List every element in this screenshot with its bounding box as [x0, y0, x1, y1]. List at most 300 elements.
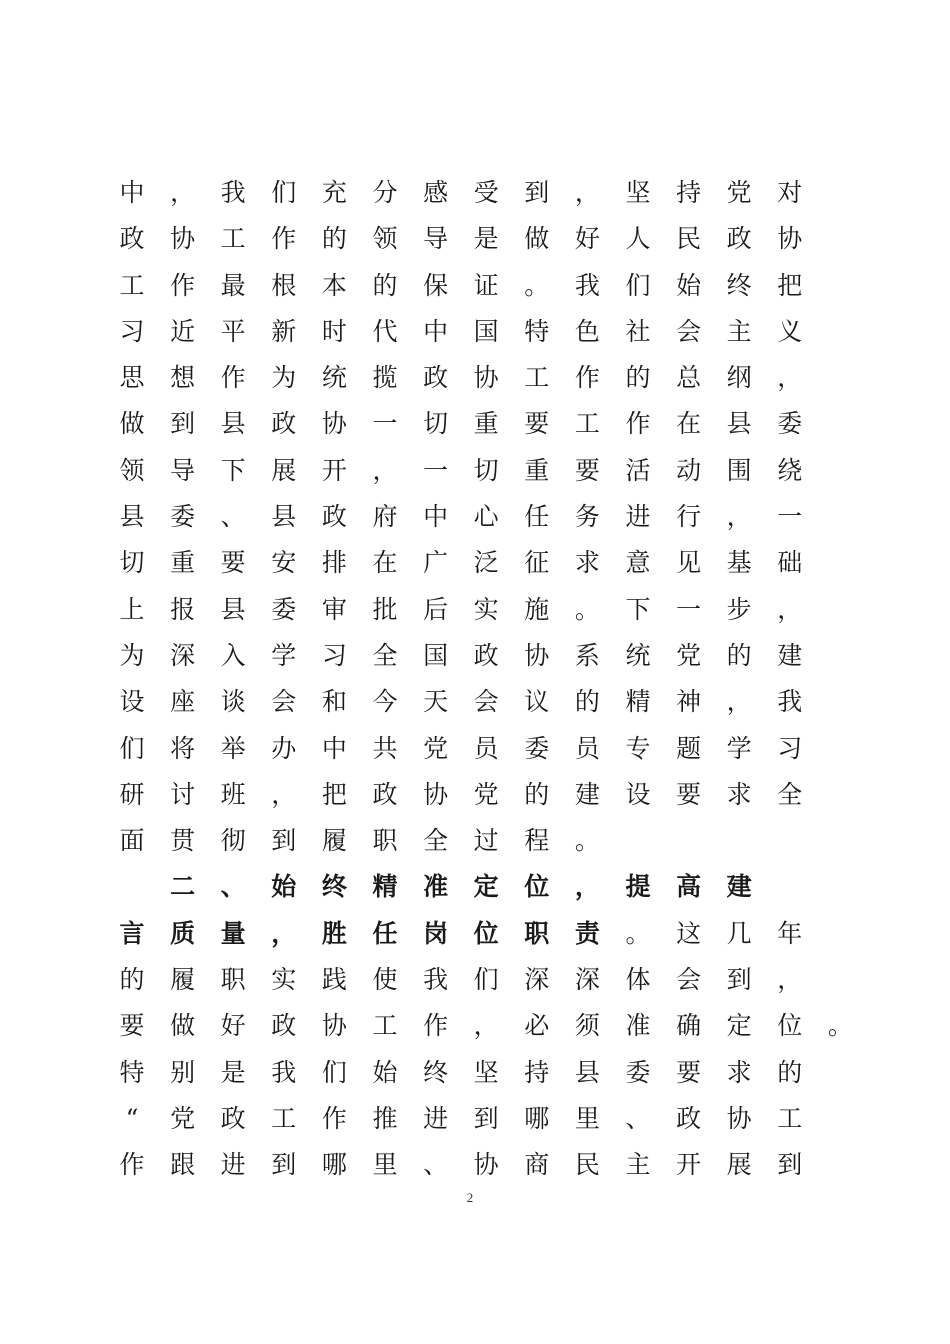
text-char: 切 — [473, 455, 499, 485]
text-char: 切 — [119, 548, 145, 578]
text-char: 全 — [372, 640, 398, 670]
text-char: 实 — [271, 965, 297, 995]
text-char: ， — [271, 779, 297, 809]
text-char: 国 — [423, 640, 449, 670]
text-char: 定 — [726, 1011, 752, 1041]
text-char: ， — [170, 178, 196, 207]
text-char: 中 — [119, 178, 145, 207]
text-char: 揽 — [372, 363, 398, 393]
text-char: 准 — [423, 872, 449, 902]
text-char: 们 — [473, 965, 499, 995]
text-char: 商 — [524, 1150, 550, 1180]
text-char: 研 — [119, 779, 145, 809]
text-char: 党 — [170, 1103, 196, 1133]
text-char: 准 — [625, 1011, 651, 1041]
text-char: 位 — [473, 918, 499, 948]
text-char: 到 — [777, 1150, 803, 1180]
text-char: 委 — [777, 409, 803, 439]
text-char: 会 — [676, 316, 702, 346]
text-char: ， — [372, 455, 398, 485]
text-char: 委 — [625, 1057, 651, 1087]
text-line — [119, 448, 819, 494]
text-line — [119, 540, 819, 586]
text-char: 切 — [423, 409, 449, 439]
text-char: 终 — [321, 872, 347, 902]
text-char: 胜 — [321, 918, 347, 948]
text-char: ， — [777, 594, 803, 624]
text-line — [119, 1003, 853, 1049]
text-char: 施 — [524, 594, 550, 624]
text-char: 神 — [676, 687, 702, 717]
text-char: 政 — [726, 224, 752, 254]
text-char: ， — [574, 872, 600, 902]
text-char: 体 — [625, 965, 651, 995]
text-line — [119, 216, 819, 262]
text-char: 进 — [625, 502, 651, 532]
text-char: 这 — [676, 918, 702, 948]
text-char: 系 — [574, 640, 600, 670]
text-char: 党 — [423, 733, 449, 763]
text-line — [119, 587, 819, 633]
text-char: 工 — [777, 1103, 803, 1133]
text-char: 专 — [625, 733, 651, 763]
text-char: 社 — [625, 316, 651, 346]
text-char: 班 — [220, 779, 246, 809]
text-char: 作 — [423, 1011, 449, 1041]
text-char: 精 — [372, 872, 398, 902]
text-char: 学 — [726, 733, 752, 763]
text-char: 员 — [473, 733, 499, 763]
text-char: 履 — [170, 965, 196, 995]
text-char: 围 — [726, 455, 752, 485]
text-char: 协 — [726, 1103, 752, 1133]
text-line — [119, 818, 819, 864]
text-char: 分 — [372, 178, 398, 207]
text-char: 作 — [220, 363, 246, 393]
text-line — [119, 494, 819, 540]
text-char: 进 — [423, 1103, 449, 1133]
text-char: 政 — [473, 640, 499, 670]
text-char: 深 — [524, 965, 550, 995]
text-char: 协 — [473, 363, 499, 393]
text-char: 一 — [676, 594, 702, 624]
text-char: 始 — [676, 270, 702, 300]
text-char: 求 — [726, 779, 752, 809]
text-char: 求 — [574, 548, 600, 578]
text-char: 党 — [726, 178, 752, 207]
text-char: 协 — [777, 224, 803, 254]
text-char: 证 — [473, 270, 499, 300]
text-char: 总 — [676, 363, 702, 393]
text-char: 实 — [473, 594, 499, 624]
text-char: 会 — [676, 965, 702, 995]
text-char: 最 — [220, 270, 246, 300]
text-char: 建 — [726, 872, 752, 902]
text-char: 中 — [423, 316, 449, 346]
text-char: 一 — [777, 502, 803, 532]
text-char: 工 — [524, 363, 550, 393]
text-char: 里 — [372, 1150, 398, 1180]
text-char: 里 — [574, 1103, 600, 1133]
text-char: 做 — [524, 224, 550, 254]
text-char: 共 — [372, 733, 398, 763]
text-char: 广 — [423, 548, 449, 578]
text-char: 持 — [524, 1057, 550, 1087]
text-char: ， — [777, 363, 803, 393]
text-char: 和 — [321, 687, 347, 717]
text-char: 要 — [524, 409, 550, 439]
text-char: 党 — [676, 640, 702, 670]
text-char: 重 — [473, 409, 499, 439]
text-char: 政 — [423, 363, 449, 393]
text-char: 见 — [676, 548, 702, 578]
text-line — [119, 864, 819, 910]
text-char: 县 — [220, 594, 246, 624]
text-char: 提 — [625, 872, 651, 902]
text-line — [119, 772, 819, 818]
text-char: 领 — [119, 455, 145, 485]
text-char: 持 — [676, 178, 702, 207]
text-char: 职 — [372, 826, 398, 856]
text-char: 根 — [271, 270, 297, 300]
text-char: 委 — [271, 594, 297, 624]
text-char: 几 — [726, 918, 752, 948]
text-char: 下 — [220, 455, 246, 485]
text-char: 践 — [321, 965, 347, 995]
text-char: 、 — [625, 1103, 651, 1133]
text-char: 到 — [524, 178, 550, 207]
text-char: 责 — [574, 918, 600, 948]
text-char: 安 — [271, 548, 297, 578]
text-char: 终 — [726, 270, 752, 300]
text-char: 充 — [321, 178, 347, 207]
text-char: 意 — [625, 548, 651, 578]
text-char: 、 — [220, 872, 246, 902]
text-line — [119, 679, 819, 725]
text-char: 要 — [220, 548, 246, 578]
text-char: 一 — [372, 409, 398, 439]
text-char: 好 — [574, 224, 600, 254]
text-char: 。 — [625, 918, 651, 948]
text-char: 统 — [321, 363, 347, 393]
text-char: 必 — [524, 1011, 550, 1041]
text-char: 工 — [220, 224, 246, 254]
text-char: 精 — [625, 687, 651, 717]
text-char: 要 — [119, 1011, 145, 1041]
text-char: 委 — [170, 502, 196, 532]
text-char: 行 — [676, 502, 702, 532]
text-char: 县 — [726, 409, 752, 439]
text-char: ， — [271, 918, 297, 948]
text-char: 主 — [625, 1150, 651, 1180]
text-char: 进 — [220, 1150, 246, 1180]
text-char: 后 — [423, 594, 449, 624]
text-char: 量 — [220, 918, 246, 948]
text-char: 政 — [372, 779, 398, 809]
text-char: 要 — [676, 779, 702, 809]
text-char: 谈 — [220, 687, 246, 717]
text-char: 特 — [119, 1057, 145, 1087]
text-char: 我 — [777, 687, 803, 717]
text-line — [119, 1142, 819, 1188]
text-char: ， — [777, 965, 803, 995]
text-char: 别 — [170, 1057, 196, 1087]
text-char: 本 — [321, 270, 347, 300]
text-char: 的 — [726, 640, 752, 670]
text-char: 活 — [625, 455, 651, 485]
text-char: 们 — [119, 733, 145, 763]
text-char: 要 — [676, 1057, 702, 1087]
text-char: 导 — [423, 224, 449, 254]
text-char: 哪 — [321, 1150, 347, 1180]
text-char: 岗 — [423, 918, 449, 948]
text-char: 。 — [524, 270, 550, 300]
text-char: 是 — [220, 1057, 246, 1087]
text-char: 今 — [372, 687, 398, 717]
text-char: 近 — [170, 316, 196, 346]
text-char: 作 — [170, 270, 196, 300]
text-char: 到 — [473, 1103, 499, 1133]
text-char: 协 — [473, 1150, 499, 1180]
text-char: 府 — [372, 502, 398, 532]
text-char: 终 — [423, 1057, 449, 1087]
text-char: 在 — [372, 548, 398, 578]
text-char: 们 — [271, 178, 297, 207]
text-char: 对 — [777, 178, 803, 207]
text-char: 作 — [119, 1150, 145, 1180]
text-char: 到 — [271, 826, 297, 856]
text-char: 二 — [170, 872, 196, 902]
text-char: 习 — [777, 733, 803, 763]
text-char: 政 — [676, 1103, 702, 1133]
text-char: 的 — [372, 270, 398, 300]
text-char: 我 — [574, 270, 600, 300]
text-line — [119, 309, 819, 355]
text-char: 排 — [321, 548, 347, 578]
text-char: 工 — [574, 409, 600, 439]
text-char: 为 — [119, 640, 145, 670]
text-char: 新 — [271, 316, 297, 346]
text-char: 泛 — [473, 548, 499, 578]
text-char: 民 — [574, 1150, 600, 1180]
text-char: 的 — [119, 965, 145, 995]
text-char: 保 — [423, 270, 449, 300]
text-char: 色 — [574, 316, 600, 346]
text-char: 中 — [321, 733, 347, 763]
text-char: 我 — [423, 965, 449, 995]
text-char: 工 — [119, 270, 145, 300]
text-char: 绕 — [777, 455, 803, 485]
text-char: 中 — [423, 502, 449, 532]
text-char: 审 — [321, 594, 347, 624]
text-char: 政 — [271, 409, 297, 439]
text-line — [119, 1050, 819, 1096]
text-char: 报 — [170, 594, 196, 624]
text-char: 代 — [372, 316, 398, 346]
text-char: 下 — [625, 594, 651, 624]
text-char: 开 — [321, 455, 347, 485]
text-char: 受 — [473, 178, 499, 207]
text-char: 我 — [220, 178, 246, 207]
text-char: 础 — [777, 548, 803, 578]
text-char: 导 — [170, 455, 196, 485]
text-char: 使 — [372, 965, 398, 995]
text-char: 到 — [271, 1150, 297, 1180]
text-char: 工 — [372, 1011, 398, 1041]
text-char: 深 — [170, 640, 196, 670]
text-char: 委 — [524, 733, 550, 763]
text-char: 位 — [524, 872, 550, 902]
text-char: 协 — [170, 224, 196, 254]
text-char: 政 — [321, 502, 347, 532]
text-char: 职 — [220, 965, 246, 995]
text-char: 工 — [271, 1103, 297, 1133]
text-char: 作 — [271, 224, 297, 254]
text-char: 求 — [726, 1057, 752, 1087]
text-char: ， — [726, 687, 752, 717]
text-line — [119, 355, 819, 401]
text-char: 县 — [574, 1057, 600, 1087]
text-char: 深 — [574, 965, 600, 995]
text-char: 质 — [170, 918, 196, 948]
text-char: 天 — [423, 687, 449, 717]
text-char: 作 — [321, 1103, 347, 1133]
text-char: “ — [125, 1103, 139, 1133]
text-char: 、 — [220, 502, 246, 532]
text-char: 到 — [726, 965, 752, 995]
text-char: 。 — [827, 1011, 853, 1041]
text-char: 政 — [220, 1103, 246, 1133]
text-char: 把 — [321, 779, 347, 809]
text-char: 要 — [574, 455, 600, 485]
text-char: 政 — [271, 1011, 297, 1041]
text-char: 重 — [524, 455, 550, 485]
text-char: 始 — [271, 872, 297, 902]
text-char: 到 — [170, 409, 196, 439]
text-char: 感 — [423, 178, 449, 207]
text-char: 做 — [119, 409, 145, 439]
text-char: 民 — [676, 224, 702, 254]
text-char: 特 — [524, 316, 550, 346]
text-char: 全 — [777, 779, 803, 809]
text-line — [119, 170, 819, 216]
text-char: 面 — [119, 826, 145, 856]
text-char: 年 — [777, 918, 803, 948]
text-char: 的 — [321, 224, 347, 254]
text-char: 开 — [676, 1150, 702, 1180]
text-char: 展 — [271, 455, 297, 485]
page-number: 2 — [466, 1190, 474, 1205]
text-char: 确 — [676, 1011, 702, 1041]
text-char: 我 — [271, 1057, 297, 1087]
text-line — [119, 633, 819, 679]
text-char: 统 — [625, 640, 651, 670]
text-char: 设 — [119, 687, 145, 717]
text-char: 职 — [524, 918, 550, 948]
text-char: 作 — [574, 363, 600, 393]
text-char: 协 — [423, 779, 449, 809]
text-char: 纲 — [726, 363, 752, 393]
text-char: 把 — [777, 270, 803, 300]
text-char: 定 — [473, 872, 499, 902]
text-char: 坚 — [625, 178, 651, 207]
text-char: 协 — [524, 640, 550, 670]
text-char: ， — [473, 1011, 499, 1041]
text-char: 须 — [574, 1011, 600, 1041]
text-char: 建 — [777, 640, 803, 670]
text-char: 主 — [726, 316, 752, 346]
text-char: 言 — [119, 918, 145, 948]
text-char: 将 — [170, 733, 196, 763]
text-char: 设 — [625, 779, 651, 809]
text-char: 的 — [524, 779, 550, 809]
text-char: 座 — [170, 687, 196, 717]
text-char: 任 — [524, 502, 550, 532]
text-char: 的 — [574, 687, 600, 717]
text-char: 始 — [372, 1057, 398, 1087]
text-char: 重 — [170, 548, 196, 578]
text-char: 习 — [119, 316, 145, 346]
text-char: 在 — [676, 409, 702, 439]
text-char: 义 — [777, 316, 803, 346]
text-char: 的 — [625, 363, 651, 393]
text-char: 过 — [473, 826, 499, 856]
text-char: 。 — [574, 594, 600, 624]
text-char: 征 — [524, 548, 550, 578]
text-char: 心 — [473, 502, 499, 532]
text-char: 基 — [726, 548, 752, 578]
text-char: 彻 — [220, 826, 246, 856]
text-char: 推 — [372, 1103, 398, 1133]
text-line — [119, 957, 819, 1003]
text-char: 党 — [473, 779, 499, 809]
text-char: 县 — [119, 502, 145, 532]
text-char: 程 — [524, 826, 550, 856]
text-char: 的 — [777, 1057, 803, 1087]
text-char: 全 — [423, 826, 449, 856]
text-line — [119, 911, 819, 957]
text-char: 政 — [119, 224, 145, 254]
text-char: 员 — [574, 733, 600, 763]
text-char: 为 — [271, 363, 297, 393]
text-char: 会 — [473, 687, 499, 717]
text-char: 动 — [676, 455, 702, 485]
text-char: 协 — [321, 409, 347, 439]
text-line — [119, 401, 819, 447]
text-char: 哪 — [524, 1103, 550, 1133]
text-char: 展 — [726, 1150, 752, 1180]
text-char: 跟 — [170, 1150, 196, 1180]
text-char: 批 — [372, 594, 398, 624]
text-char: 做 — [170, 1011, 196, 1041]
text-char: 办 — [271, 733, 297, 763]
text-char: 思 — [119, 363, 145, 393]
text-char: 作 — [625, 409, 651, 439]
text-char: 履 — [321, 826, 347, 856]
text-char: 县 — [220, 409, 246, 439]
text-char: 贯 — [170, 826, 196, 856]
text-char: 。 — [574, 826, 600, 856]
text-char: 议 — [524, 687, 550, 717]
text-char: 好 — [220, 1011, 246, 1041]
text-char: 们 — [625, 270, 651, 300]
text-char: 高 — [676, 872, 702, 902]
text-char: ， — [726, 502, 752, 532]
text-char: 位 — [777, 1011, 803, 1041]
text-char: 时 — [321, 316, 347, 346]
text-char: 领 — [372, 224, 398, 254]
text-char: 步 — [726, 594, 752, 624]
